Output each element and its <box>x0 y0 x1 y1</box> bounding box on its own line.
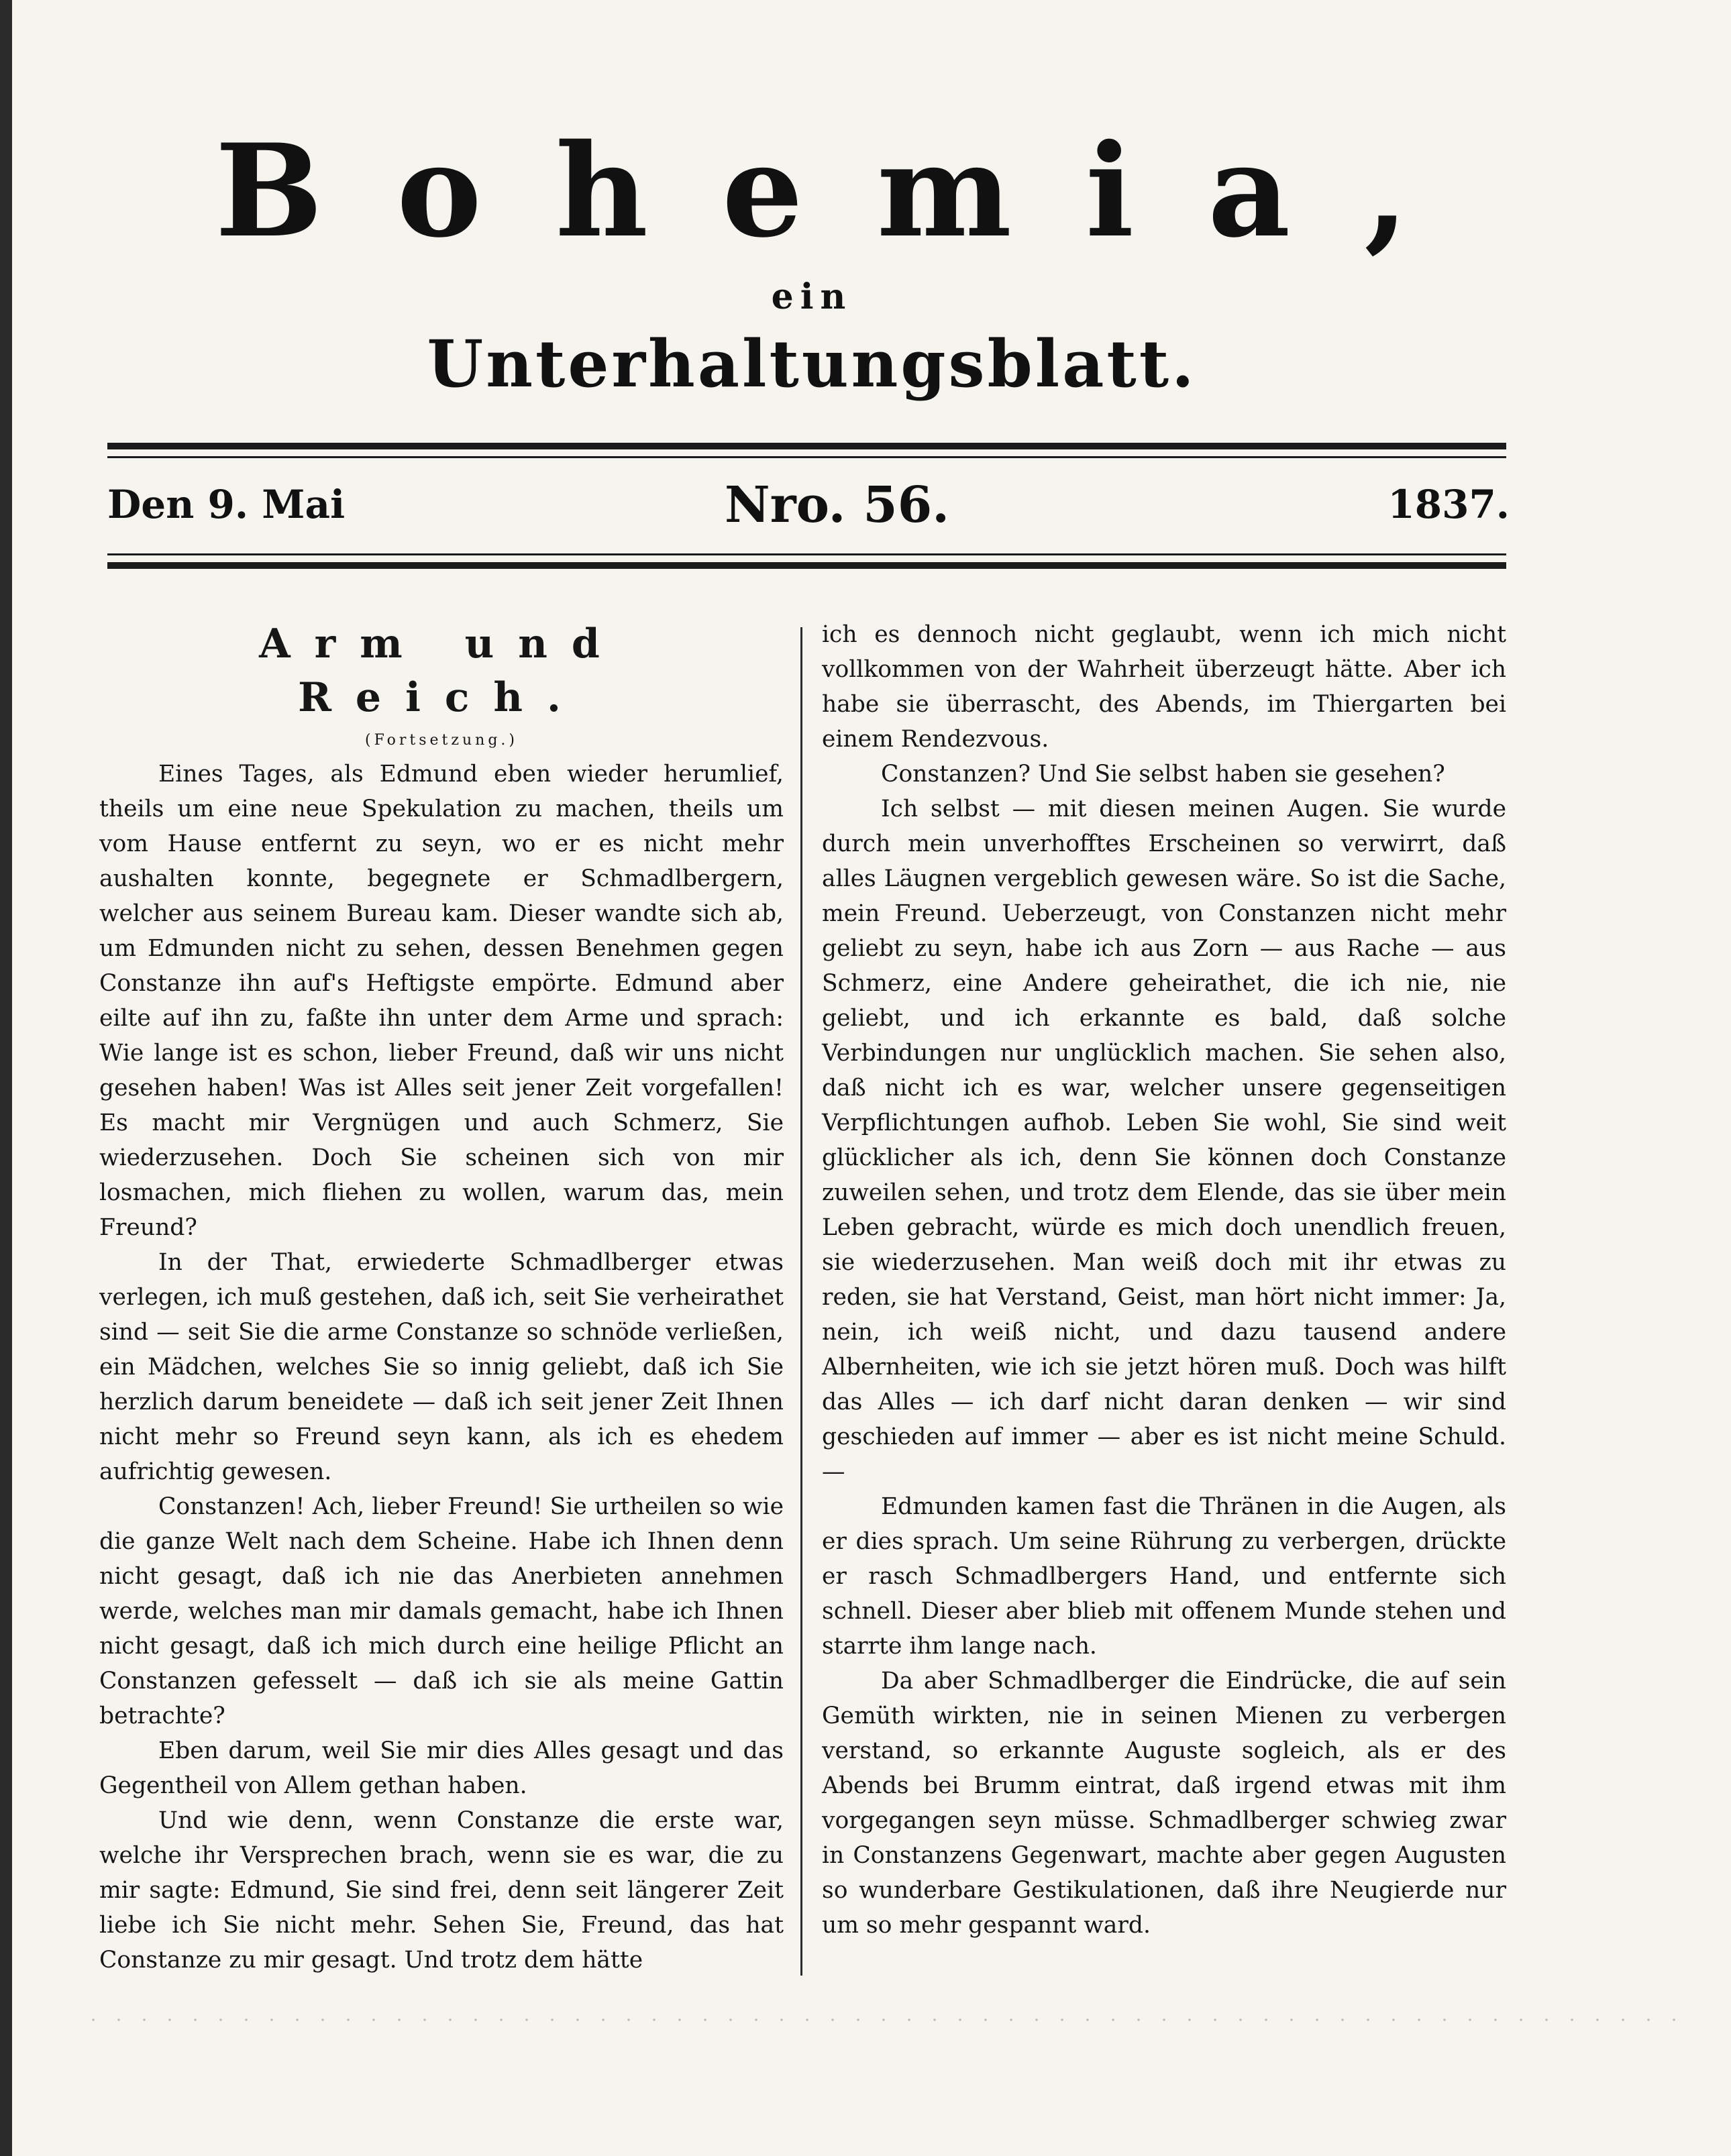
dateline-rule-thick <box>107 562 1506 569</box>
scan-edge <box>0 0 12 2156</box>
column-divider <box>800 627 802 1976</box>
masthead <box>107 114 1516 405</box>
article-column-right <box>822 617 1506 1943</box>
scan-bottom-noise <box>81 2014 1677 2026</box>
dateline-rule-thin <box>107 553 1506 555</box>
dateline <box>107 476 1510 542</box>
newspaper-subtitle-small: ein <box>771 276 853 317</box>
article-paragraph: Und wie denn, wenn Constanze die erste war, welche ihr Versprechen brach, wenn sie es war, die zu mir sagte: Edmund, Sie sind frei, denn seit längerer Zeit liebe ich Sie nicht mehr. Sehen Sie, Freund, das hat Constanze zu mir gesagt. Und trotz dem hätte <box>99 1807 784 1974</box>
newspaper-title: Bohemia, <box>215 116 1483 266</box>
article-paragraph: Constanzen! Ach, lieber Freund! Sie urtheilen so wie die ganze Welt nach dem Scheine. Habe ich Ihnen denn nicht gesagt, daß ich nie das Anerbieten annehmen werde, welches man mir damals gemacht, habe ich Ihnen nicht gesagt, daß ich mich durch eine heilige Pflicht an Constanzen gefesselt — daß ich sie als meine Gattin betrachte? <box>99 1493 784 1729</box>
issue-year: 1837. <box>1387 482 1510 527</box>
article-paragraph: Constanzen? Und Sie selbst haben sie gesehen? <box>881 761 1445 788</box>
article-paragraph: In der That, erwiederte Schmadlberger etwas verlegen, ich muß gestehen, daß ich, seit Sie verheirathet sind — seit Sie die arme Constanze so schnöde verließen, ein Mädchen, welches Sie so innig geliebt, daß ich Sie herzlich darum beneidete — daß ich seit jener Zeit Ihnen nicht mehr so Freund seyn kann, als ich es ehedem aufrichtig gewesen. <box>99 1249 784 1485</box>
issue-date: Den 9. Mai <box>107 482 346 527</box>
article-paragraph: Eben darum, weil Sie mir dies Alles gesagt und das Gegentheil von Allem gethan haben. <box>99 1737 784 1799</box>
issue-number: Nro. 56. <box>725 476 949 534</box>
article-column-left <box>99 617 784 1978</box>
article-continuation-note: (Fortsetzung.) <box>365 732 518 749</box>
article-paragraph: Ich selbst — mit diesen meinen Augen. Sie wurde durch mein unverhofftes Erscheinen so verwirrt, daß alles Läugnen vergeblich gewesen wäre. So ist die Sache, mein Freund. Ueberzeugt, von Constanzen nicht mehr geliebt zu seyn, habe ich aus Zorn — aus Rache — aus Schmerz, eine Andere geheirathet, die ich nie, nie geliebt, und ich erkannte es bald, daß solche Verbindungen nur unglücklich machen. Sie sehen also, daß nicht ich es war, welcher unsere gegenseitigen Verpflichtungen aufhob. Leben Sie wohl, Sie sind weit glücklicher als ich, denn Sie können doch Constanze zuweilen sehen, und trotz dem Elende, das sie über mein Leben gebracht, würde es mich doch unendlich freuen, sie wiederzusehen. Man weiß doch mit ihr etwas zu reden, sie hat Verstand, Geist, man hört nicht immer: Ja, nein, ich weiß nicht, und dazu tausend andere Albernheiten, wie ich sie jetzt hören muß. Doch was hilft das Alles — ich darf nicht daran denken — wir sind geschieden auf immer — aber es ist nicht meine Schuld. — <box>822 796 1506 1485</box>
article-paragraph: Eines Tages, als Edmund eben wieder herumlief, theils um eine neue Spekulation zu machen, theils um vom Hause entfernt zu seyn, wo er es nicht mehr aushalten konnte, begegnete er Schmadlbergern, welcher aus seinem Bureau kam. Dieser wandte sich ab, um Edmunden nicht zu sehen, dessen Benehmen gegen Constanze ihn auf's Heftigste empörte. Edmund aber eilte auf ihn zu, faßte ihn unter dem Arme und sprach: Wie lange ist es schon, lieber Freund, daß wir uns nicht gesehen haben! Was ist Alles seit jener Zeit vorgefallen! Es macht mir Vergnügen und auch Schmerz, Sie wiederzusehen. Doch Sie scheinen sich von mir losmachen, mich fliehen zu wollen, warum das, mein Freund? <box>99 761 784 1241</box>
newspaper-subtitle: Unterhaltungsblatt. <box>427 326 1197 402</box>
article-paragraph: ich es dennoch nicht geglaubt, wenn ich mich nicht vollkommen von der Wahrheit überzeugt hätte. Aber ich habe sie überrascht, des Abends, im Thiergarten bei einem Rendezvous. <box>822 621 1506 753</box>
masthead-rule-top-thick <box>107 443 1506 449</box>
article-title: Arm und Reich. <box>259 621 624 721</box>
masthead-rule-top-thin <box>107 456 1506 458</box>
article-paragraph: Edmunden kamen fast die Thränen in die Augen, als er dies sprach. Um seine Rührung zu verbergen, drückte er rasch Schmadlbergers Hand, und entfernte sich schnell. Dieser aber blieb mit offenem Munde stehen und starrte ihm lange nach. <box>822 1493 1506 1660</box>
article-paragraph: Da aber Schmadlberger die Eindrücke, die auf sein Gemüth wirkten, nie in seinen Mienen zu verbergen verstand, so erkannte Auguste sogleich, als er des Abends bei Brumm eintrat, daß irgend etwas mit ihm vorgegangen seyn müsse. Schmadlberger schwieg zwar in Constanzens Gegenwart, machte aber gegen Augusten so wunderbare Gestikulationen, daß ihre Neugierde nur um so mehr gespannt ward. <box>822 1668 1506 1939</box>
